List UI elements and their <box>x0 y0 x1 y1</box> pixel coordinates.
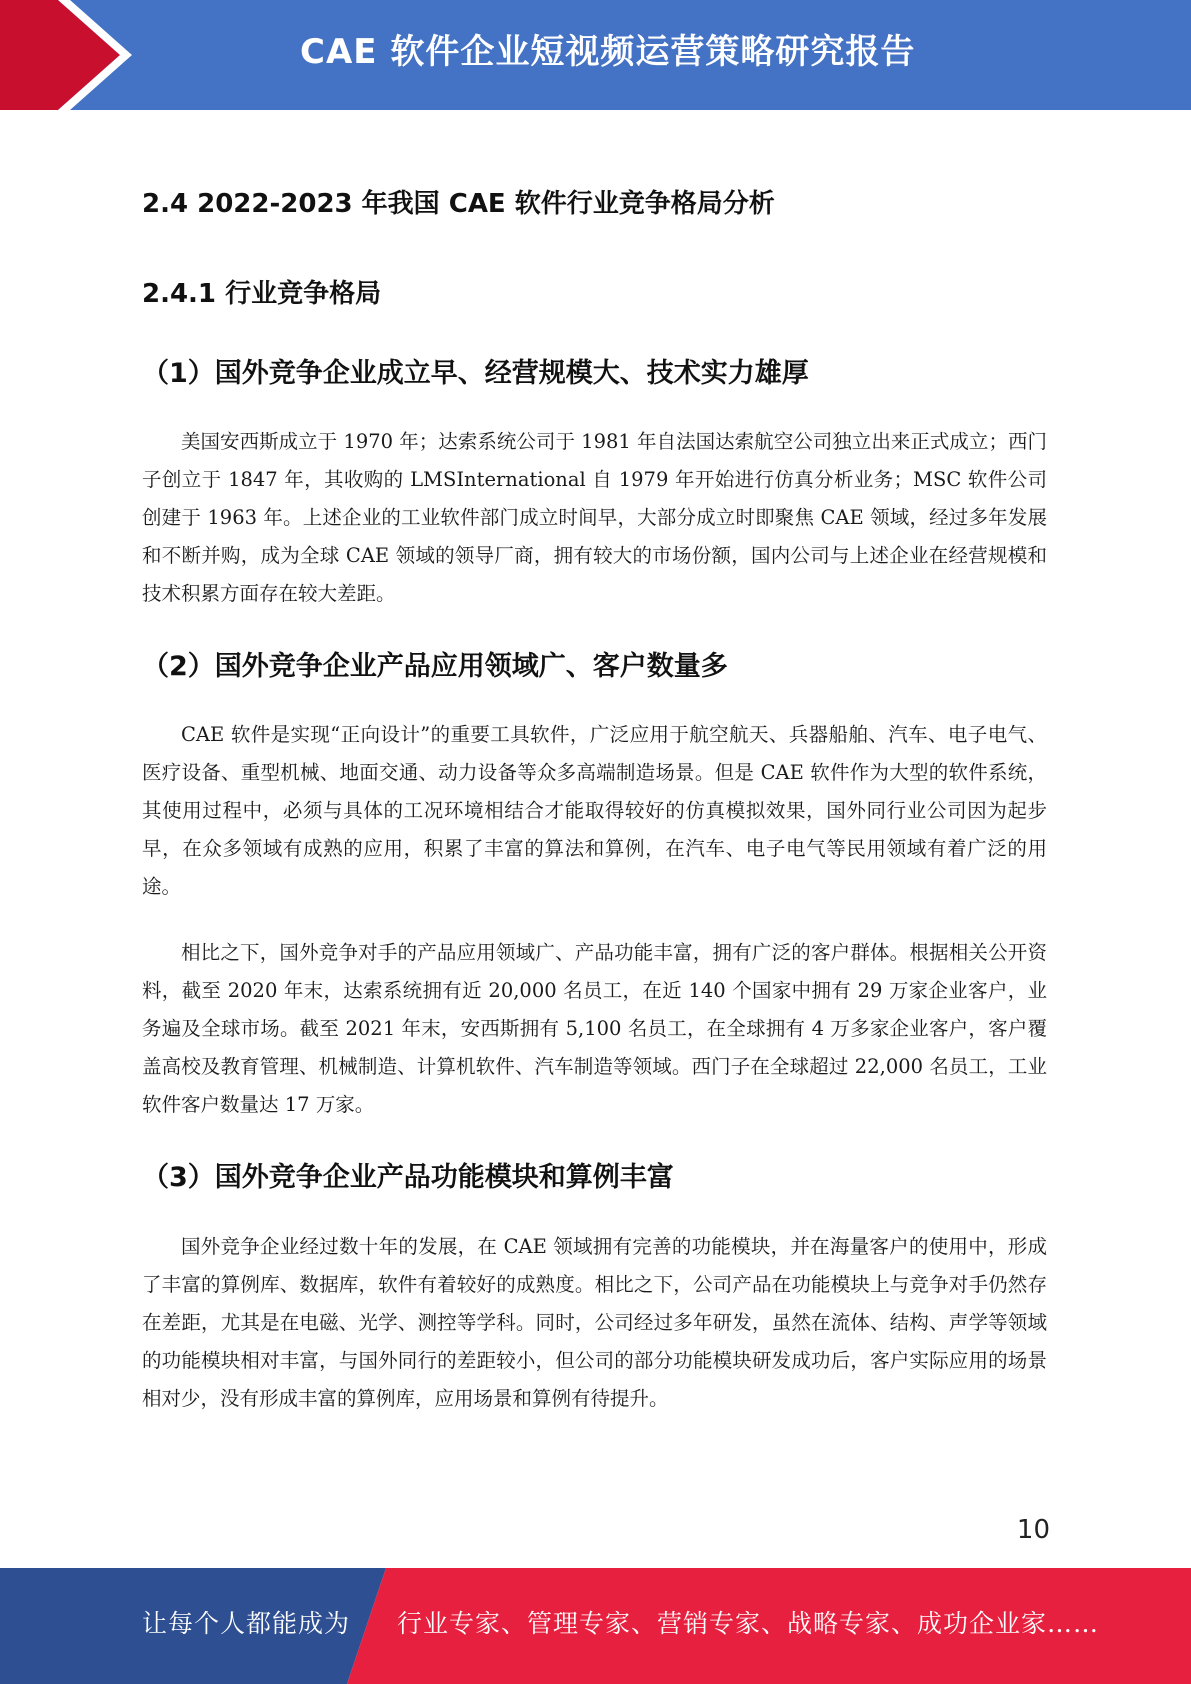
section-heading-2-4: 2.4 2022-2023 年我国 CAE 软件行业竞争格局分析 <box>142 189 775 219</box>
footer-slogan-right: 行业专家、管理专家、营销专家、战略专家、成功企业家…… <box>397 1609 1100 1638</box>
page-number: 10 <box>1016 1515 1050 1545</box>
section-heading-2-4-1: 2.4.1 行业竞争格局 <box>142 279 382 309</box>
page-footer <box>0 1568 1191 1684</box>
report-title: CAE 软件企业短视频运营策略研究报告 <box>300 32 916 72</box>
paragraph-1: 美国安西斯成立于 1970 年；达索系统公司于 1981 年自法国达索航空公司独立出来正式成立；西门子创立于 1847 年，其收购的 LMSInternational 自 1979 年开始进行仿真分析业务；MSC 软件公司创建于 1963 年。上述企业的工业软件部门成立时间早，大部分成立时即聚焦 CAE 领域，经过多年发展和不断并购，成为全球 CAE 领域的领导厂商，拥有较大的市场份额，国内公司与上述企业在经营规模和技术积累方面存在较大差距。 <box>142 430 1047 605</box>
header-arrow-decoration <box>0 0 160 110</box>
paragraph-4: 国外竞争企业经过数十年的发展，在 CAE 领域拥有完善的功能模块，并在海量客户的使用中，形成了丰富的算例库、数据库，软件有着较好的成熟度。相比之下，公司产品在功能模块上与竞争对手仍然存在差距，尤其是在电磁、光学、测控等学科。同时，公司经过多年研发，虽然在流体、结构、声学等领域的功能模块相对丰富，与国外同行的差距较小，但公司的部分功能模块研发成功后，客户实际应用的场景相对少，没有形成丰富的算例库，应用场景和算例有待提升。 <box>142 1235 1047 1410</box>
subsection-heading-1: （1）国外竞争企业成立早、经营规模大、技术实力雄厚 <box>142 358 809 389</box>
subsection-heading-3: （3）国外竞争企业产品功能模块和算例丰富 <box>142 1162 674 1193</box>
paragraph-2: CAE 软件是实现“正向设计”的重要工具软件，广泛应用于航空航天、兵器船舶、汽车、电子电气、医疗设备、重型机械、地面交通、动力设备等众多高端制造场景。但是 CAE 软件作为大型的软件系统，其使用过程中，必须与具体的工况环境相结合才能取得较好的仿真模拟效果，国外同行业公司因为起步早，在众多领域有成熟的应用，积累了丰富的算法和算例，在汽车、电子电气等民用领域有着广泛的用途。 <box>142 723 1047 898</box>
subsection-heading-2: （2）国外竞争企业产品应用领域广、客户数量多 <box>142 651 728 682</box>
page-header <box>0 0 1191 110</box>
paragraph-3: 相比之下，国外竞争对手的产品应用领域广、产品功能丰富，拥有广泛的客户群体。根据相关公开资料，截至 2020 年末，达索系统拥有近 20,000 名员工，在近 140 个国家中拥有 29 万家企业客户，业务遍及全球市场。截至 2021 年末，安西斯拥有 5,100 名员工，在全球拥有 4 万多家企业客户，客户覆盖高校及教育管理、机械制造、计算机软件、汽车制造等领域。西门子在全球超过 22,000 名员工，工业软件客户数量达 17 万家。 <box>142 941 1047 1116</box>
footer-slogan-left: 让每个人都能成为 <box>142 1609 351 1638</box>
